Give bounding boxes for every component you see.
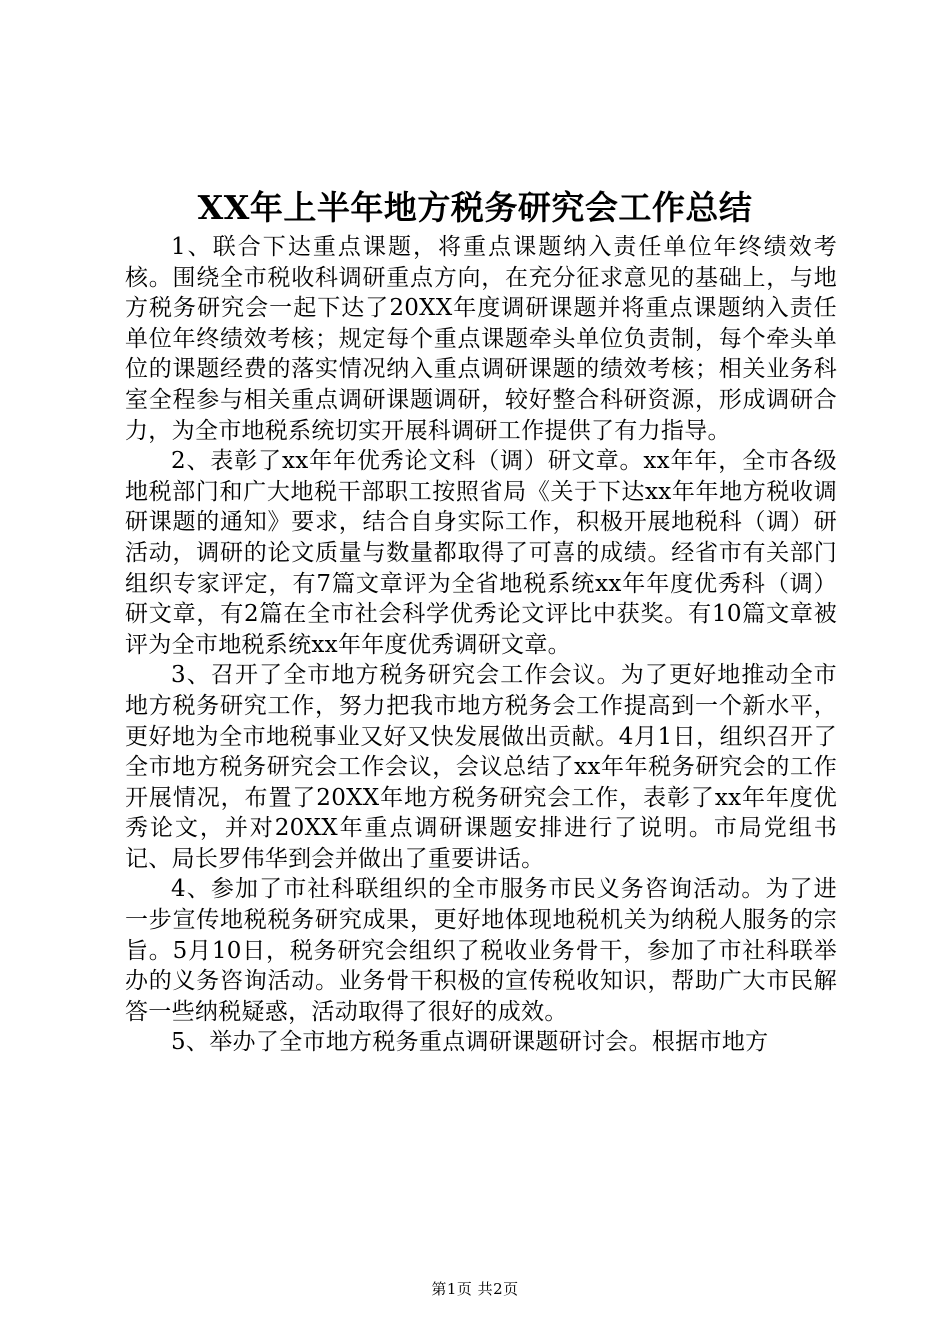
paragraph-4: 4、参加了市社科联组织的全市服务市民义务咨询活动。为了进一步宣传地税税务研究成果，更好地体现地税机关为纳税人服务的宗旨。5月10日，税务研究会组织了税收业务骨干，参加了市社科联举办的义务咨询活动。业务骨干积极的宣传税收知识，帮助广大市民解答一些纳税疑惑，活动取得了很好的成效。 [125,876,837,1025]
paragraph-2: 2、表彰了xx年年优秀论文科（调）研文章。xx年年，全市各级地税部门和广大地税干部职工按照省局《关于下达xx年年地方税收调研课题的通知》要求，结合自身实际工作，积极开展地税科（调）研活动，调研的论文质量与数量都取得了可喜的成绩。经省市有关部门组织专家评定，有7篇文章评为全省地税系统xx年年度优秀科（调）研文章，有2篇在全市社会科学优秀论文评比中获奖。有10篇文章被评为全市地税系统xx年年度优秀调研文章。 [125,448,837,658]
paragraph-5: 5、举办了全市地方税务重点调研课题研讨会。根据市地方 [171,1029,769,1056]
document-title: XX年上半年地方税务研究会工作总结 [197,188,753,227]
paragraph-3: 3、召开了全市地方税务研究会工作会议。为了更好地推动全市地方税务研究工作，努力把我市地方税务会工作提高到一个新水平，更好地为全市地税事业又好又快发展做出贡献。4月1日，组织召开了全市地方税务研究会工作会议，会议总结了xx年年税务研究会的工作开展情况，布置了20XX年地方税务研究会工作，表彰了xx年年度优秀论文，并对20XX年重点调研课题安排进行了说明。市局党组书记、局长罗伟华到会并做出了重要讲话。 [125,662,837,872]
paragraph-1: 1、联合下达重点课题，将重点课题纳入责任单位年终绩效考核。围绕全市税收科调研重点方向，在充分征求意见的基础上，与地方税务研究会一起下达了20XX年度调研课题并将重点课题纳入责任单位年终绩效考核；规定每个重点课题牵头单位负责制，每个牵头单位的课题经费的落实情况纳入重点调研课题的绩效考核；相关业务科室全程参与相关重点调研课题调研，较好整合科研资源，形成调研合力，为全市地税系统切实开展科调研工作提供了有力指导。 [125,234,837,444]
document-body [125,232,837,1058]
page-number-footer: 第1页 共2页 [431,1280,519,1298]
